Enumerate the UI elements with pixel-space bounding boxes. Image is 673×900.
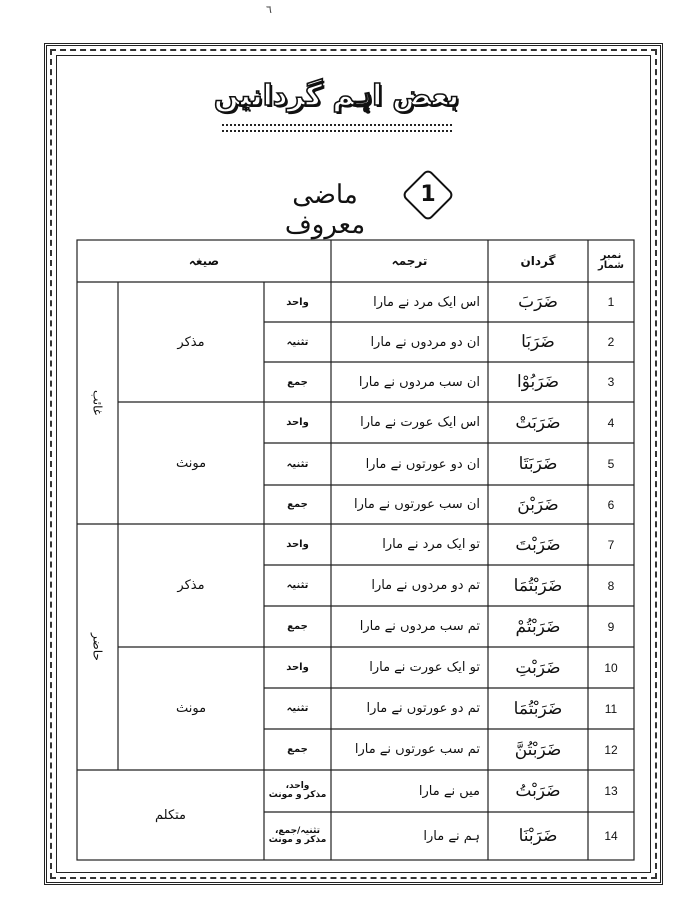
verb-form: ضَرَبَتْ xyxy=(515,412,561,433)
translation: تم سب مردوں نے مارا xyxy=(359,619,480,634)
verb-form: ضَرَبَا xyxy=(521,332,555,352)
number-label: تثنیہ xyxy=(286,580,309,591)
row-number: 5 xyxy=(607,457,615,471)
row-number: 8 xyxy=(607,578,615,593)
number-label: واحد xyxy=(286,296,309,308)
row-number: 2 xyxy=(607,335,615,349)
verb-form: ضَرَبْتَ xyxy=(515,534,561,555)
row-number: 1 xyxy=(607,295,615,309)
number-label-line1: واحد، xyxy=(285,780,310,791)
translation: تو ایک مرد نے مارا xyxy=(382,537,480,552)
section-title: ماضی معروف xyxy=(284,180,366,240)
number-label: جمع xyxy=(287,499,308,510)
number-label xyxy=(264,770,331,812)
number-label: واحد xyxy=(286,417,309,428)
translation: ان دو عورتوں نے مارا xyxy=(365,456,480,472)
verb-form: ضَرَبْنَا xyxy=(518,826,558,846)
translation: تو ایک عورت نے مارا xyxy=(369,660,480,675)
row-number: 13 xyxy=(604,784,618,798)
verb-form: ضَرَبْتُ xyxy=(515,781,561,801)
page-mark: ٦ xyxy=(266,3,272,16)
verb-form: ضَرَبْتُنَّ xyxy=(514,739,562,760)
number-label-line2: مذکر و مونث xyxy=(268,790,327,800)
header-gardan: گردان xyxy=(520,254,556,268)
section-number: 1 xyxy=(420,182,436,207)
number-label: جمع xyxy=(287,376,308,388)
translation: تم دو مردوں نے مارا xyxy=(371,578,480,593)
translation: ان دو مردوں نے مارا xyxy=(370,334,480,350)
row-number: 11 xyxy=(604,701,618,716)
translation: اس ایک مرد نے مارا xyxy=(373,294,480,310)
group-label-mutakallim: متکلم xyxy=(154,807,187,823)
number-label-line1: تثنیہ/جمع، xyxy=(274,825,321,836)
header-tarjuma: ترجمہ xyxy=(391,254,428,268)
gender-label-muzakkar-hazir: مذکر xyxy=(177,578,205,593)
translation: اس ایک عورت نے مارا xyxy=(360,415,480,430)
translation: تم دو عورتوں نے مارا xyxy=(366,701,480,716)
row-number: 6 xyxy=(607,497,615,512)
number-label: تثنیہ xyxy=(286,703,309,714)
row-number: 12 xyxy=(604,742,618,757)
header-serial-number: نمبر شمار xyxy=(597,249,625,271)
number-label: جمع xyxy=(287,621,308,632)
gender-label-muannas-hazir: مونث xyxy=(175,701,207,716)
number-label-line2: مذکر و مونث xyxy=(268,835,327,845)
row-number: 10 xyxy=(604,660,618,675)
gender-label-muannas-ghaib: مونث xyxy=(175,455,207,471)
row-number: 7 xyxy=(607,537,615,552)
number-label: واحد xyxy=(286,662,309,673)
number-label: تثنیہ xyxy=(286,336,309,348)
number-label xyxy=(264,812,331,860)
verb-form: ضَرَبُوْا xyxy=(516,372,560,392)
number-label: تثنیہ xyxy=(286,458,309,470)
row-number: 14 xyxy=(604,829,618,843)
verb-form: ضَرَبْتُمَا xyxy=(513,698,563,719)
translation: تم سب عورتوں نے مارا xyxy=(354,742,480,757)
row-number: 4 xyxy=(607,415,615,430)
translation: ان سب عورتوں نے مارا xyxy=(353,497,480,512)
header-seegha: صیغہ xyxy=(188,254,220,268)
group-label-hazir: حاضر xyxy=(90,633,105,661)
verb-form: ضَرَبْنَ xyxy=(517,494,559,515)
translation: ہم نے مارا xyxy=(423,828,480,844)
verb-form: ضَرَبْتِ xyxy=(515,657,561,678)
number-label: واحد xyxy=(286,539,309,550)
translation: ان سب مردوں نے مارا xyxy=(358,374,480,390)
row-number: 9 xyxy=(607,619,615,634)
verb-form: ضَرَبْتُمْ xyxy=(515,616,561,637)
row-number: 3 xyxy=(607,375,615,389)
translation: میں نے مارا xyxy=(418,783,480,799)
verb-form: ضَرَبَ xyxy=(518,292,558,312)
gender-label-muzakkar-ghaib: مذکر xyxy=(177,334,205,350)
verb-form: ضَرَبْتُمَا xyxy=(513,575,563,596)
verb-form: ضَرَبَتَا xyxy=(518,454,558,474)
number-label: جمع xyxy=(287,744,308,755)
page-title: بعض اہم گردانیں xyxy=(213,78,460,112)
group-label-ghaib: غائب xyxy=(90,390,105,416)
